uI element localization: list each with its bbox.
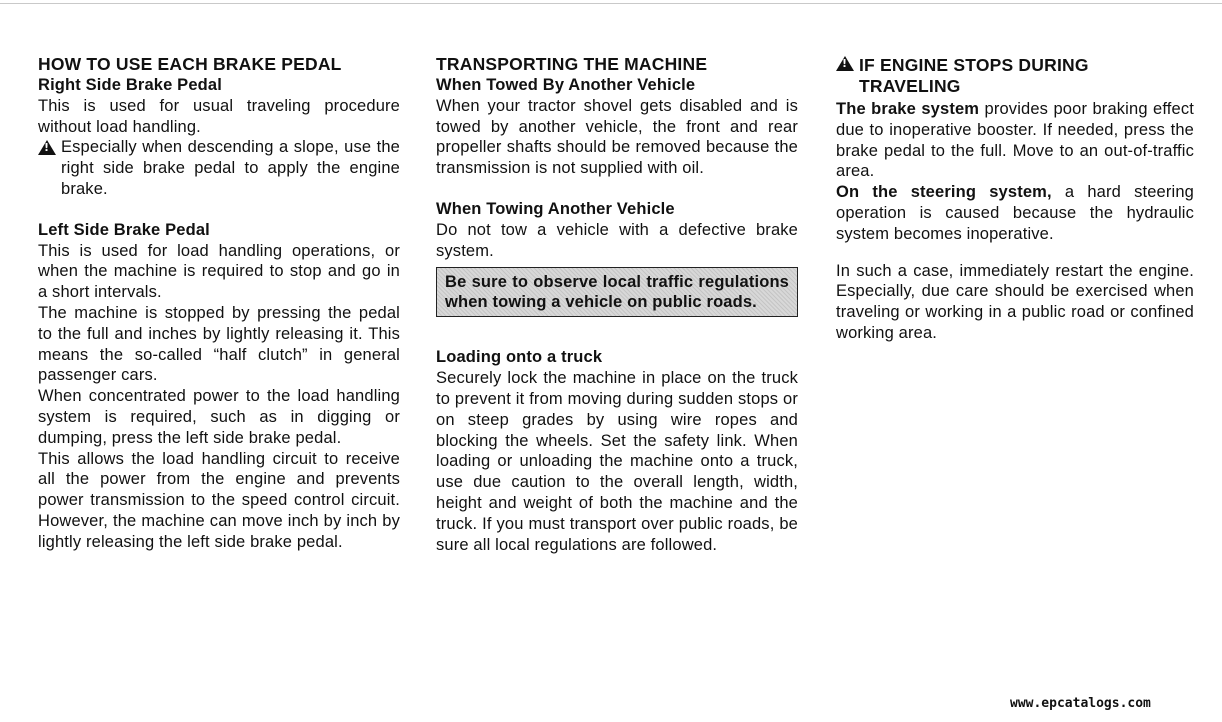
- left-pedal-p1: This is used for load handling operations, or when the machine is required to stop and go in a short intervals.: [38, 241, 400, 302]
- brake-system-lead: The brake system: [836, 100, 980, 118]
- steering-system-lead: On the steering system,: [836, 183, 1052, 202]
- traffic-notice-box: Be sure to observe local traffic regulations when towing a vehicle on public roads.: [436, 267, 798, 317]
- steering-system-paragraph: [836, 182, 1194, 244]
- heading-engine-stops-text: IF ENGINE STOPS DURING TRAVELING: [859, 55, 1089, 96]
- watermark: www.epcatalogs.com: [1010, 696, 1151, 711]
- subheading-loading: Loading onto a truck: [436, 348, 603, 367]
- left-pedal-p4: This allows the load handling circuit to receive all the power from the engine and prevents power transmission to the speed control circuit. However, the machine can move inch by inch by lightly releasing the left side brake pedal.: [38, 449, 400, 551]
- restart-paragraph: In such a case, immediately restart the engine. Especially, due care should be exercised when traveling or working in a public road or confined working area.: [836, 261, 1194, 342]
- warning-triangle-icon: [836, 56, 854, 71]
- column-engine-stops: [836, 54, 1194, 344]
- subheading-towed: When Towed By Another Vehicle: [436, 76, 696, 94]
- brake-system-text: provides poor braking effect due to inoperative booster. If needed, press the brake pedal to the full. Move to an out-of-traffic area.: [836, 100, 1194, 181]
- heading-transporting: TRANSPORTING THE MACHINE: [436, 54, 708, 74]
- column-brake-pedals: [38, 54, 400, 553]
- column-transporting: [436, 54, 798, 555]
- steering-system-text: a hard steering operation is caused because the hydraulic system becomes inoperative.: [836, 183, 1194, 243]
- heading-brake-pedal: HOW TO USE EACH BRAKE PEDAL: [38, 54, 342, 74]
- subheading-towing: When Towing Another Vehicle: [436, 199, 675, 218]
- brake-system-paragraph: [836, 99, 1194, 182]
- towed-text: When your tractor shovel gets disabled and is towed by another vehicle, the front and rear propeller shafts should be removed because the transmission is not supplied with oil.: [436, 96, 798, 178]
- left-pedal-p2: The machine is stopped by pressing the pedal to the full and inches by lightly releasing it. This means the so-called “half clutch” in general passenger cars.: [38, 303, 400, 385]
- towing-text: Do not tow a vehicle with a defective brake system.: [436, 220, 798, 260]
- loading-text: Securely lock the machine in place on the truck to prevent it from moving during sudden stops or on steep grades by using wire ropes and blocking the wheels. Set the safety link. When loading or unloading the machine onto a truck, use due caution to the overall length, width, height and weight of both the machine and the truck. If you must transport over public roads, be sure all local regulations are followed.: [436, 369, 798, 554]
- warning-triangle-icon: [38, 140, 56, 155]
- left-pedal-p3: When concentrated power to the load handling system is required, such as in digging or dumping, press the left side brake pedal.: [38, 387, 400, 447]
- subheading-right-pedal: Right Side Brake Pedal: [38, 76, 222, 94]
- subheading-left-pedal: Left Side Brake Pedal: [38, 220, 210, 239]
- heading-engine-stops: [836, 54, 1194, 97]
- right-pedal-text: This is used for usual traveling procedure without load handling.: [38, 96, 400, 136]
- top-rule: [0, 3, 1222, 4]
- right-pedal-warning-text: Especially when descending a slope, use the right side brake pedal to apply the engine brake.: [61, 138, 400, 198]
- right-pedal-warning: [38, 137, 400, 199]
